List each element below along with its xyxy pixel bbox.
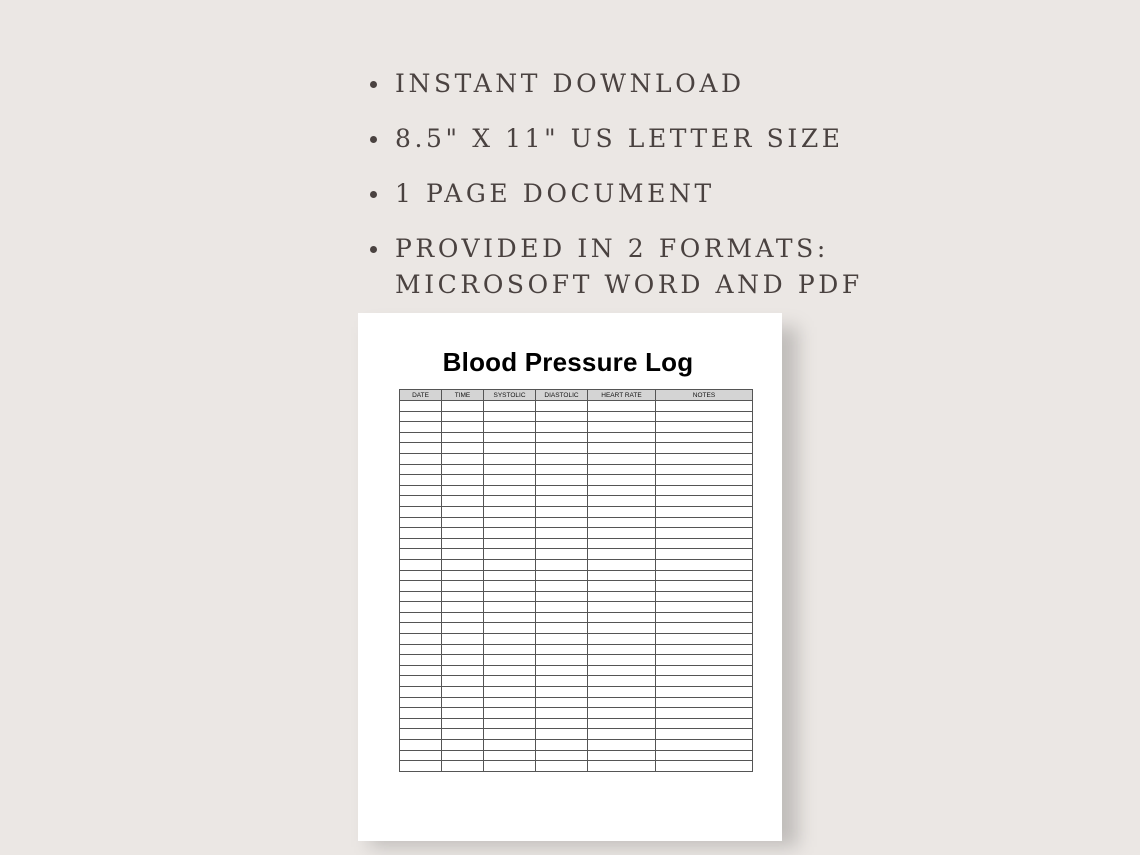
table-cell [400,761,442,772]
table-cell [400,676,442,687]
bullet-icon [370,191,377,198]
table-cell [588,740,656,751]
table-row [400,623,753,634]
table-cell [400,591,442,602]
table-cell [484,718,536,729]
table-cell [400,655,442,666]
table-cell [400,729,442,740]
table-row [400,602,753,613]
table-row [400,517,753,528]
table-cell [536,761,588,772]
table-cell [484,612,536,623]
table-cell [442,644,484,655]
table-cell [400,602,442,613]
table-cell [442,740,484,751]
table-cell [588,538,656,549]
table-cell [442,411,484,422]
table-cell [656,591,753,602]
table-cell [536,443,588,454]
table-cell [484,538,536,549]
table-cell [588,697,656,708]
column-header-diastolic: DIASTOLIC [536,390,588,401]
table-cell [656,549,753,560]
table-cell [484,676,536,687]
table-row [400,559,753,570]
table-cell [484,549,536,560]
table-cell [442,623,484,634]
table-cell [442,718,484,729]
column-header-date: DATE [400,390,442,401]
table-cell [536,644,588,655]
table-cell [536,549,588,560]
table-cell [656,496,753,507]
table-cell [484,644,536,655]
table-cell [588,602,656,613]
table-row [400,761,753,772]
table-cell [656,761,753,772]
document-preview [358,313,782,841]
table-cell [484,750,536,761]
table-cell [442,665,484,676]
column-header-systolic: SYSTOLIC [484,390,536,401]
table-cell [656,475,753,486]
table-cell [588,517,656,528]
table-cell [588,422,656,433]
feature-text: MICROSOFT WORD AND PDF [395,270,863,299]
table-cell [442,517,484,528]
table-cell [588,581,656,592]
table-row [400,570,753,581]
table-cell [484,506,536,517]
feature-list [368,66,863,322]
table-cell [588,729,656,740]
table-cell [484,655,536,666]
table-cell [484,708,536,719]
table-cell [536,697,588,708]
table-row [400,655,753,666]
table-cell [442,697,484,708]
table-cell [588,570,656,581]
table-cell [536,602,588,613]
table-cell [588,655,656,666]
table-cell [400,538,442,549]
table-row [400,443,753,454]
table-row [400,750,753,761]
table-cell [588,506,656,517]
table-cell [400,432,442,443]
log-table [399,389,753,772]
table-row [400,549,753,560]
table-cell [656,485,753,496]
table-cell [588,761,656,772]
table-cell [588,665,656,676]
table-cell [484,453,536,464]
table-cell [484,623,536,634]
table-cell [400,401,442,412]
table-cell [484,485,536,496]
table-row [400,718,753,729]
table-cell [442,485,484,496]
table-cell [656,676,753,687]
table-cell [588,559,656,570]
table-cell [442,687,484,698]
table-cell [536,623,588,634]
column-header-notes: NOTES [656,390,753,401]
table-cell [588,401,656,412]
table-row [400,506,753,517]
table-cell [400,517,442,528]
table-cell [588,411,656,422]
table-cell [656,517,753,528]
table-cell [442,559,484,570]
table-cell [588,634,656,645]
table-cell [536,538,588,549]
table-cell [442,676,484,687]
table-cell [536,559,588,570]
table-cell [536,570,588,581]
table-row [400,422,753,433]
column-header-heart-rate: HEART RATE [588,390,656,401]
table-cell [536,401,588,412]
feature-text: 8.5" X 11" US LETTER SIZE [395,124,844,153]
table-cell [656,708,753,719]
table-cell [536,718,588,729]
table-cell [442,464,484,475]
table-cell [588,496,656,507]
table-cell [536,676,588,687]
table-row [400,591,753,602]
table-cell [656,432,753,443]
table-cell [588,549,656,560]
table-cell [656,740,753,751]
table-cell [400,453,442,464]
feature-page-count [368,176,863,212]
table-cell [656,644,753,655]
table-cell [536,581,588,592]
table-cell [536,411,588,422]
column-header-time: TIME [442,390,484,401]
table-cell [536,453,588,464]
feature-text: 1 PAGE DOCUMENT [395,179,715,208]
table-cell [656,538,753,549]
table-cell [400,496,442,507]
table-cell [442,708,484,719]
table-cell [400,718,442,729]
table-cell [484,740,536,751]
table-cell [536,665,588,676]
table-cell [484,517,536,528]
table-cell [484,570,536,581]
table-cell [484,591,536,602]
table-cell [442,761,484,772]
table-cell [484,634,536,645]
table-cell [588,718,656,729]
table-cell [656,411,753,422]
table-cell [656,634,753,645]
table-cell [484,729,536,740]
table-cell [588,475,656,486]
table-cell [656,528,753,539]
table-cell [442,432,484,443]
table-cell [588,464,656,475]
bullet-icon [370,136,377,143]
table-cell [536,729,588,740]
table-cell [484,411,536,422]
table-cell [442,453,484,464]
table-cell [484,697,536,708]
table-row [400,697,753,708]
table-cell [588,687,656,698]
table-cell [656,665,753,676]
table-cell [484,665,536,676]
table-cell [656,453,753,464]
table-cell [656,581,753,592]
table-cell [484,422,536,433]
table-cell [536,506,588,517]
table-cell [400,443,442,454]
table-cell [656,750,753,761]
table-cell [442,591,484,602]
table-cell [400,687,442,698]
table-cell [536,432,588,443]
table-cell [484,761,536,772]
table-cell [588,591,656,602]
table-row [400,496,753,507]
table-row [400,475,753,486]
table-cell [536,422,588,433]
bullet-icon [370,246,377,253]
table-cell [588,443,656,454]
table-cell [400,665,442,676]
feature-letter-size [368,121,863,157]
table-row [400,708,753,719]
table-cell [536,475,588,486]
table-row [400,644,753,655]
table-row [400,464,753,475]
table-cell [442,549,484,560]
table-cell [442,655,484,666]
table-row [400,687,753,698]
table-row [400,676,753,687]
table-cell [588,432,656,443]
table-cell [442,581,484,592]
table-cell [400,570,442,581]
table-cell [400,634,442,645]
table-cell [400,612,442,623]
table-row [400,581,753,592]
document-title: Blood Pressure Log [442,347,694,377]
table-cell [400,697,442,708]
table-cell [656,718,753,729]
table-cell [656,623,753,634]
table-cell [400,581,442,592]
table-cell [588,708,656,719]
table-header-row [400,390,753,401]
feature-text: PROVIDED IN 2 FORMATS: [395,234,829,263]
table-cell [400,528,442,539]
table-cell [442,496,484,507]
table-cell [588,623,656,634]
table-cell [442,528,484,539]
table-cell [442,401,484,412]
feature-instant-download [368,66,863,102]
table-cell [656,687,753,698]
table-cell [442,750,484,761]
table-row [400,453,753,464]
table-cell [588,453,656,464]
table-cell [484,581,536,592]
table-cell [656,570,753,581]
table-cell [484,401,536,412]
table-cell [656,655,753,666]
table-cell [442,506,484,517]
table-cell [536,740,588,751]
table-cell [656,612,753,623]
table-cell [656,697,753,708]
table-row [400,665,753,676]
table-row [400,612,753,623]
table-cell [588,644,656,655]
table-cell [442,729,484,740]
table-cell [400,708,442,719]
table-cell [400,623,442,634]
table-cell [536,655,588,666]
table-cell [588,528,656,539]
table-cell [400,549,442,560]
table-cell [484,432,536,443]
bullet-icon [370,81,377,88]
table-row [400,411,753,422]
table-cell [536,634,588,645]
table-cell [484,496,536,507]
table-cell [442,634,484,645]
table-cell [400,411,442,422]
table-cell [588,485,656,496]
table-cell [536,528,588,539]
table-cell [484,559,536,570]
table-row [400,401,753,412]
table-cell [536,496,588,507]
feature-text: INSTANT DOWNLOAD [395,69,745,98]
table-cell [442,602,484,613]
table-row [400,432,753,443]
table-cell [400,644,442,655]
table-cell [400,485,442,496]
table-cell [656,464,753,475]
table-row [400,634,753,645]
table-cell [442,570,484,581]
table-cell [442,422,484,433]
table-cell [656,506,753,517]
table-cell [400,464,442,475]
table-row [400,538,753,549]
table-cell [588,676,656,687]
table-cell [536,612,588,623]
table-cell [484,475,536,486]
table-cell [484,443,536,454]
table-cell [484,687,536,698]
table-cell [536,687,588,698]
table-cell [400,475,442,486]
table-cell [400,740,442,751]
table-cell [400,506,442,517]
table-cell [656,422,753,433]
feature-formats [368,231,863,303]
table-row [400,740,753,751]
table-cell [536,708,588,719]
table-cell [442,443,484,454]
table-cell [536,517,588,528]
table-row [400,485,753,496]
table-cell [536,464,588,475]
table-cell [588,612,656,623]
table-cell [442,612,484,623]
table-cell [656,602,753,613]
table-cell [656,559,753,570]
table-cell [656,401,753,412]
table-cell [400,422,442,433]
table-cell [484,464,536,475]
table-row [400,528,753,539]
table-cell [656,443,753,454]
table-cell [442,475,484,486]
table-cell [656,729,753,740]
table-cell [484,528,536,539]
table-cell [588,750,656,761]
table-cell [536,485,588,496]
table-cell [484,602,536,613]
table-cell [442,538,484,549]
table-row [400,729,753,740]
table-body [400,401,753,772]
table-cell [536,591,588,602]
table-cell [400,559,442,570]
table-cell [536,750,588,761]
table-cell [400,750,442,761]
